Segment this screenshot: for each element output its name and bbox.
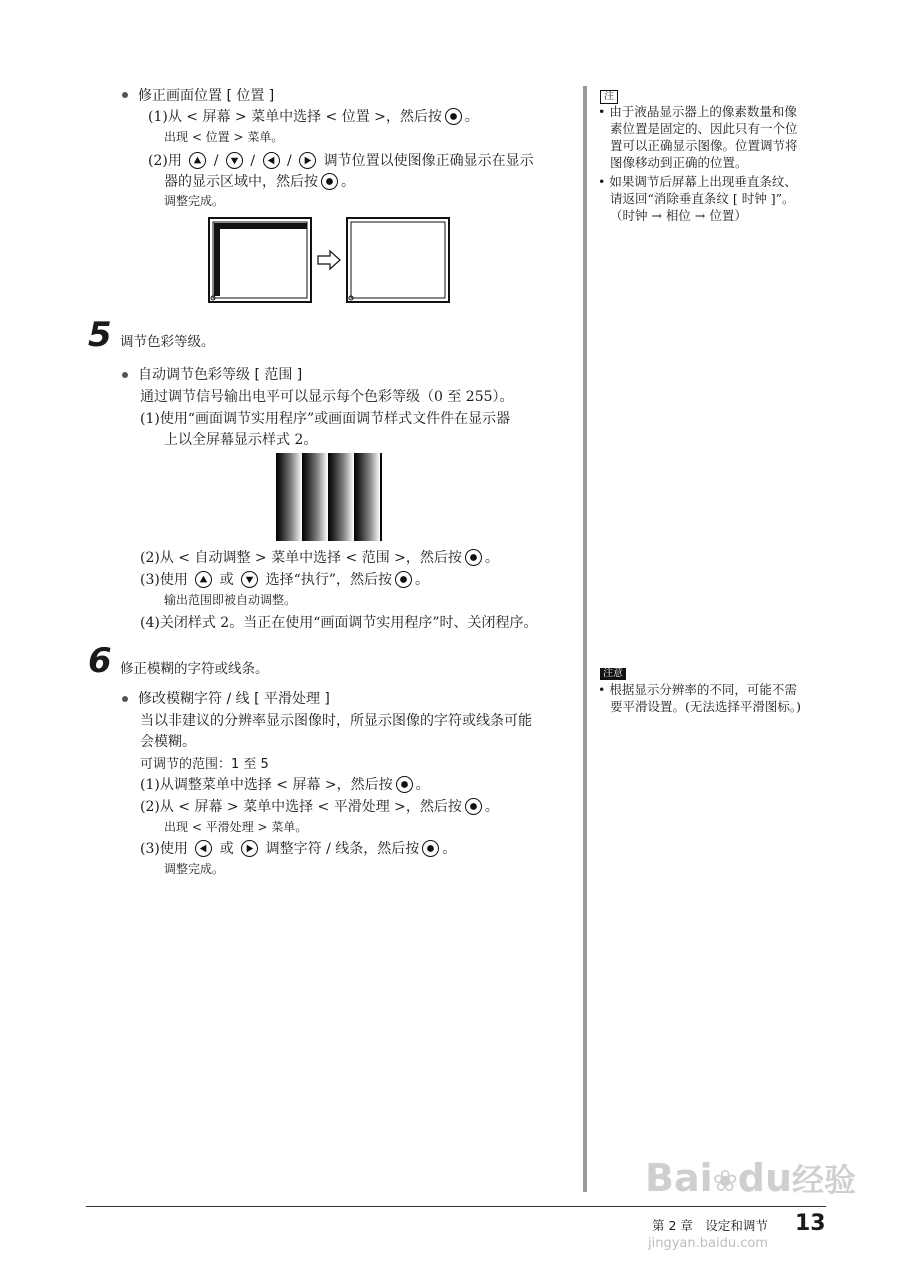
step5-s1a: (1)使用“画面调节实用程序”或画面调节样式文件件在显示器	[140, 411, 511, 427]
step-text: 。	[341, 174, 355, 190]
enter-button-icon	[465, 798, 482, 815]
note1-line: 置可以正确显示图像。位置调节将	[610, 138, 798, 153]
enter-button-icon	[445, 108, 462, 125]
enter-button-icon	[321, 173, 338, 190]
step5-s3-sub: 输出范围即被自动调整。	[164, 593, 297, 607]
enter-button-icon	[395, 571, 412, 588]
note1-line: • 由于液晶显示器上的像素数量和像	[598, 104, 797, 119]
step6-s3	[140, 838, 456, 858]
enter-button-icon	[465, 549, 482, 566]
separator: /	[250, 153, 256, 169]
or-text: 或	[219, 841, 234, 857]
step-text: (2)用	[148, 153, 182, 169]
step6-desc2: 会模糊。	[140, 734, 196, 750]
right-button-icon	[299, 152, 316, 169]
step-text: (3)使用	[140, 572, 188, 588]
note1-line: 请返回“消除垂直条纹 [ 时钟 ]”。	[610, 191, 795, 206]
position-step1-sub: 出现 < 位置 > 菜单。	[164, 130, 284, 144]
bullet	[122, 372, 128, 378]
bullet	[122, 92, 128, 98]
note2-line: • 根据显示分辨率的不同，可能不需	[598, 682, 797, 697]
step5-desc: 通过调节信号输出电平可以显示每个色彩等级（0 至 255）。	[140, 389, 514, 405]
page-number: 13	[795, 1211, 826, 1236]
step6-s2	[140, 796, 499, 816]
up-button-icon	[189, 152, 206, 169]
position-step2	[148, 150, 534, 170]
footer-chapter: 第 2 章 设定和调节	[652, 1218, 768, 1233]
up-button-icon	[195, 571, 212, 588]
note1-line: • 如果调节后屏幕上出现垂直条纹、	[598, 174, 797, 189]
step-text: (2)从 < 屏幕 > 菜单中选择 < 平滑处理 >，然后按	[140, 799, 462, 815]
step6-title: 修正模糊的字符或线条。	[120, 661, 269, 677]
position-heading: 修正画面位置 [ 位置 ]	[138, 88, 275, 104]
step-text: 调整字符 / 线条，然后按	[265, 841, 420, 857]
watermark-url: jingyan.baidu.com	[648, 1236, 768, 1251]
enter-button-icon	[422, 840, 439, 857]
step-text: 。	[414, 572, 429, 588]
watermark-text: Bai	[645, 1156, 713, 1200]
position-step2-cont	[164, 171, 355, 191]
step-text: (3)使用	[140, 841, 188, 857]
watermark-text: du	[737, 1156, 793, 1200]
column-divider	[583, 86, 587, 1192]
step-text: 调节位置以使图像正确显示在显示	[323, 153, 534, 169]
step6-s2-sub: 出现 < 平滑处理 > 菜单。	[164, 820, 308, 834]
note1-line: （时钟 → 相位 → 位置）	[610, 208, 747, 223]
step-text: 。	[442, 841, 457, 857]
step6-desc1: 当以非建议的分辨率显示图像时，所显示图像的字符或线条可能	[140, 713, 532, 729]
caution-tag: 注意	[600, 668, 626, 680]
baidu-watermark-logo	[645, 1158, 856, 1202]
note1-line: 图像移动到正确的位置。	[610, 155, 748, 170]
separator: /	[287, 153, 292, 169]
left-button-icon	[195, 840, 212, 857]
position-adjust-diagram	[208, 216, 454, 304]
bullet	[122, 696, 128, 702]
step5-heading: 自动调节色彩等级 [ 范围 ]	[138, 367, 303, 383]
step-number-6: 6	[88, 641, 112, 681]
step5-s3	[140, 569, 429, 589]
step-text: 。	[484, 550, 499, 566]
gradation-pattern-image	[276, 453, 382, 541]
note2-line: 要平滑设置。(无法选择平滑图标。)	[610, 699, 802, 714]
step-text: 器的显示区域中，然后按	[164, 174, 318, 190]
left-button-icon	[263, 152, 280, 169]
step6-range: 可调节的范围：1 至 5	[140, 757, 269, 772]
down-button-icon	[241, 571, 258, 588]
step-number-5: 5	[88, 315, 112, 355]
step5-title: 调节色彩等级。	[120, 334, 215, 350]
step5-s4: (4)关闭样式 2。当正在使用“画面调节实用程序”时、关闭程序。	[140, 615, 538, 631]
step6-heading: 修改模糊字符 / 线 [ 平滑处理 ]	[138, 691, 330, 707]
enter-button-icon	[396, 776, 413, 793]
watermark-text: 经验	[792, 1161, 857, 1199]
step6-s3-sub: 调整完成。	[164, 862, 225, 876]
or-text: 或	[219, 572, 234, 588]
step5-s1b: 上以全屏幕显示样式 2。	[164, 432, 318, 448]
right-button-icon	[241, 840, 258, 857]
note-tag: 注	[600, 90, 618, 104]
paw-icon: ❀	[712, 1164, 738, 1199]
step-text: (1)从调整菜单中选择 < 屏幕 >，然后按	[140, 777, 393, 793]
position-step1	[148, 106, 479, 126]
note1-line: 素位置是固定的、因此只有一个位	[610, 121, 798, 136]
step6-s1	[140, 774, 430, 794]
separator: /	[213, 153, 219, 169]
down-button-icon	[226, 152, 243, 169]
step5-s2	[140, 547, 499, 567]
footer-rule	[86, 1206, 826, 1207]
step-text: 。	[415, 777, 430, 793]
step-text: 。	[464, 109, 479, 125]
step-text: (2)从 < 自动调整 > 菜单中选择 < 范围 >，然后按	[140, 550, 462, 566]
position-step2-sub: 调整完成。	[164, 194, 225, 208]
step-text: 。	[484, 799, 499, 815]
step-text: (1)从 < 屏幕 > 菜单中选择 < 位置 >，然后按	[148, 109, 442, 125]
step-text: 选择“执行”，然后按	[265, 572, 392, 588]
